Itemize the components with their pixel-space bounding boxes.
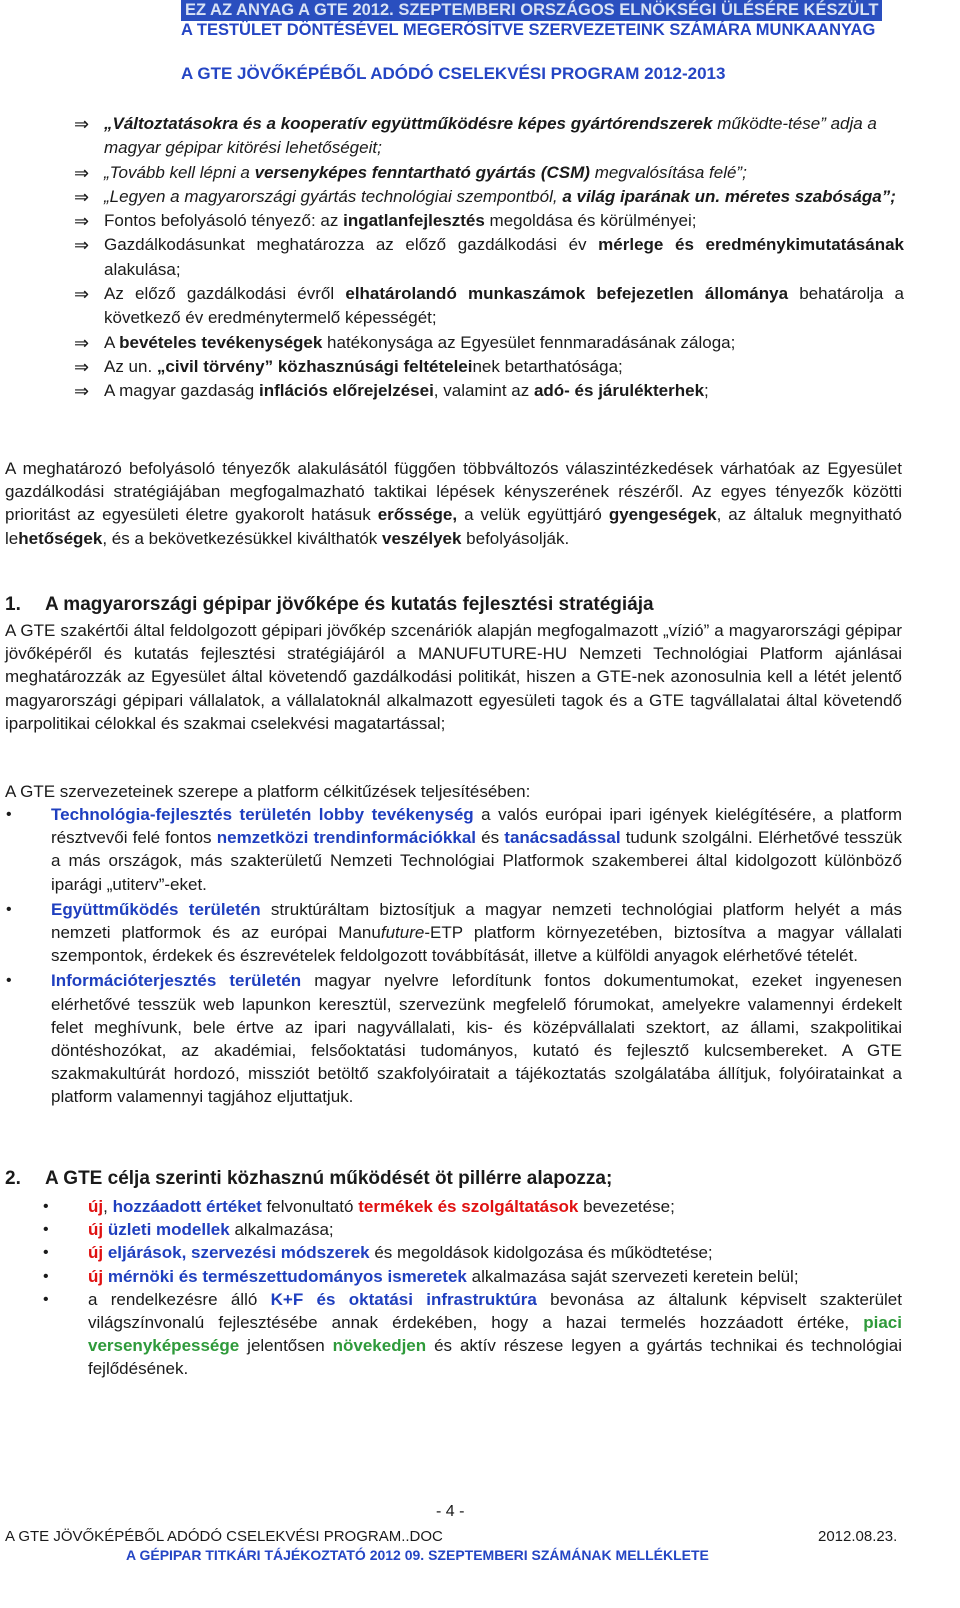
- bullet-icon: •: [6, 972, 12, 990]
- header-banner-line1: EZ AZ ANYAG A GTE 2012. SZEPTEMBERI ORSZÁGOS ELNÖKSÉGI ÜLÉSÉRE KÉSZÜLT: [181, 0, 882, 21]
- bullet-list-pillars: [5, 1195, 902, 1381]
- arrow-list: [74, 112, 904, 404]
- text-bold-green: növekedjen: [332, 1336, 427, 1356]
- section-1-intro: [5, 780, 902, 803]
- text: behatárolja a következő év eredménytermelő képességét;: [104, 284, 904, 328]
- text-italic: future: [380, 923, 425, 943]
- arrow-item: [74, 185, 904, 209]
- list-item: [5, 969, 902, 1108]
- arrow-item: [74, 112, 904, 161]
- implies-arrow-icon: ⇒: [74, 186, 90, 207]
- text-bold-blue: Technológia-fejlesztés területén lobby tevékenység: [51, 805, 474, 824]
- text: A magyar gazdaság: [104, 381, 259, 401]
- text: -ETP platform környezetében, biztosítva a magyar vállalati szempontok, érdekek és észrevételek feldolgozott továbbítását, illetve a külföldi anyagok elérhetővé tételét.: [51, 923, 902, 966]
- text-bold-green: piaci versenyképessége: [88, 1313, 902, 1356]
- text: a velük együttjáró: [457, 505, 609, 525]
- text-bold: veszélyek: [382, 528, 462, 548]
- text: jelentősen: [239, 1336, 333, 1356]
- text-bold: adó- és járulékterhek: [533, 381, 705, 401]
- text: megoldása és körülményei;: [484, 211, 697, 231]
- header-banner-line2: A TESTÜLET DÖNTÉSÉVEL MEGERŐSÍTVE SZERVEZETEINK SZÁMÁRA MUNKAANYAG: [181, 21, 876, 39]
- implies-arrow-icon: ⇒: [74, 284, 90, 305]
- list-item: [5, 1218, 902, 1241]
- page-title: A GTE JÖVŐKÉPÉBŐL ADÓDÓ CSELEKVÉSI PROGRAM 2012-2013: [181, 64, 726, 83]
- text: Gazdálkodásunkat meghatározza az előző gazdálkodási év: [104, 235, 599, 255]
- text: és aktív részese legyen a gyártás technikai és technológiai fejlődésének.: [88, 1336, 902, 1379]
- section-1-paragraph: [5, 619, 902, 735]
- text-italic: megvalósítása felé”;: [589, 162, 747, 182]
- text: A GTE szakértői által feldolgozott gépipari jövőkép szcenáriók alapján megfogalmazott „vízió” a magyarországi gépipar jövőképéről és kutatás fejlesztési stratégiájáról a MANUFUTURE-HU Nemzeti Technológiai Platform ajánlásai meghatározzák az Egyesület által követendő gazdálkodási politikát, hiszen a GTE-nek azonosulnia kell a létét jelentő magyarországi gépipari vállalatok, a vállalatoknál alkalmazott egyesületi tagok és a GTE tagvállalatai által követendő iparpolitikai célokkal és szakmai cselekvési magatartással;: [5, 621, 902, 733]
- text-bold-red: új: [88, 1220, 108, 1240]
- section-2-heading: [5, 1168, 612, 1190]
- text: bevonása az általunk képviselt szakterület világszínvonalú fejlesztésébe annak érdekében, hogy a hazai termelés hozzáadott értéke,: [88, 1289, 902, 1333]
- implies-arrow-icon: ⇒: [74, 162, 90, 183]
- text: tudunk szolgálni. Elérhetővé tesszük a más országok, más szakterületű Nemzeti Technológiai Platformok szakemberei által kidolgozott különböző iparági „utiterv”-eket.: [51, 828, 903, 894]
- list-item: [5, 1288, 902, 1381]
- text-bold: inflációs előrejelzései: [258, 381, 434, 401]
- footer-filename: A GTE JÖVŐKÉPÉBŐL ADÓDÓ CSELEKVÉSI PROGRAM..DOC: [5, 1528, 443, 1545]
- text-bold-blue: mérnöki és természettudományos ismeretek: [107, 1266, 467, 1286]
- bullet-icon: •: [6, 900, 12, 918]
- text: a rendelkezésre álló: [88, 1289, 271, 1309]
- section-title: A magyarországi gépipar jövőképe és kutatás fejlesztési stratégiája: [45, 594, 654, 615]
- text: és megoldások kidolgozása és működtetése;: [369, 1243, 713, 1263]
- list-item: [5, 1241, 902, 1264]
- bullet-icon: •: [43, 1198, 49, 1215]
- arrow-item: [74, 355, 904, 379]
- text-bold: a világ iparának un. méretes szabósága: [562, 186, 882, 206]
- text-bold: mérlege és eredménykimutatásának: [598, 235, 904, 255]
- bullet-icon: •: [43, 1290, 49, 1308]
- text: A GTE szervezeteinek szerepe a platform célkitűzések teljesítésében:: [5, 782, 531, 801]
- text: Fontos befolyásoló tényező: az: [104, 211, 344, 231]
- text: felvonultató: [261, 1197, 359, 1216]
- text: A meghatározó befolyásoló tényezők alakulásától függően többváltozós válaszintézkedések várhatóak az Egyesület gazdálkodási stratégiájában megfogalmazható taktikai lépések kényszerének részéről. Az egyes tényezők közötti prioritást az egyesületi életre gyakorolt hatásuk: [5, 459, 902, 525]
- text-bold: „Változtatásokra és a kooperatív együttműködésre képes gyártórendszerek: [104, 114, 713, 133]
- arrow-item: [74, 282, 904, 331]
- text-bold-blue: Információterjesztés területén: [51, 971, 302, 991]
- page-number: - 4 -: [436, 1503, 465, 1520]
- arrow-item: [74, 209, 904, 233]
- text: struktúráltam biztosítjuk a magyar nemzeti technológiai platform helyét a más nemzeti platformok és az európai Manu: [51, 899, 902, 943]
- section-1-heading: [5, 594, 654, 616]
- text-bold-blue: tanácsadással: [504, 828, 621, 848]
- text: alkalmazása;: [229, 1220, 334, 1240]
- section-title: A GTE célja szerinti közhasznú működését öt pillérre alapozza;: [45, 1168, 613, 1189]
- text-bold-red: termékek és szolgáltatások: [358, 1197, 579, 1216]
- implies-arrow-icon: ⇒: [74, 235, 90, 256]
- list-item: [5, 803, 902, 896]
- text-bold-red: új: [88, 1197, 104, 1216]
- text: a valós európai ipari igények kielégítésére, a platform résztvevői felé fontos: [51, 805, 902, 848]
- text: bevezetése;: [578, 1197, 675, 1216]
- text-bold-blue: nemzetközi trendinformációkkal: [216, 828, 477, 848]
- bullet-icon: •: [43, 1244, 49, 1262]
- text-italic: „Legyen a magyarországi gyártás technológiai szempontból,: [104, 186, 563, 206]
- text-bold: gyengeségek: [608, 505, 717, 525]
- text-bold-blue: K+F és oktatási infrastruktúra: [270, 1289, 537, 1309]
- text-bold: hetőségek: [18, 528, 103, 548]
- bullet-icon: •: [6, 806, 12, 823]
- text: ;: [704, 381, 709, 401]
- text-bold: bevételes tevékenységek: [119, 332, 323, 352]
- text: hatékonysága az Egyesület fennmaradásának záloga;: [322, 332, 736, 352]
- text: ,: [103, 1197, 113, 1216]
- text: Az un.: [104, 356, 157, 376]
- arrow-item: [74, 331, 904, 355]
- text-bold-blue: üzleti modellek: [107, 1220, 230, 1240]
- arrow-item: [74, 379, 904, 403]
- text: nek betarthatósága;: [472, 356, 623, 376]
- list-item: [5, 1265, 902, 1288]
- bullet-icon: •: [43, 1267, 49, 1285]
- text-bold-blue: hozzáadott értéket: [112, 1197, 262, 1216]
- text-bold: ingatlanfejlesztés: [343, 211, 485, 231]
- implies-arrow-icon: ⇒: [74, 332, 90, 353]
- footer-date: 2012.08.23.: [818, 1528, 898, 1545]
- text-bold-red: új: [88, 1266, 108, 1286]
- implies-arrow-icon: ⇒: [74, 381, 90, 402]
- text-bold: „civil törvény” közhasznúsági feltételei: [156, 356, 473, 376]
- text: , valamint az: [433, 381, 534, 401]
- text: Az előző gazdálkodási évről: [104, 284, 346, 304]
- text-italic: működte-tése” adja a magyar gépipar kitörési lehetőségeit;: [104, 114, 877, 158]
- text: befolyásolják.: [461, 528, 570, 548]
- text-bold: elhatárolandó munkaszámok befejezetlen állománya: [345, 284, 789, 304]
- text: alkalmazása saját szervezeti keretein belül;: [466, 1266, 799, 1286]
- text-bold: versenyképes fenntartható gyártás (CSM): [254, 162, 590, 182]
- text: magyar nyelvre lefordítunk fontos dokumentumokat, ezeket ingyenesen elérhetővé tesszük web lapunkon keresztül, szervezünk megfelelő fórumokat, amelyekre valamennyi érdekelt felet meghívunk, bele értve az ipari nagyvállalati, kis- és középvállalati szektort, az állami, szakpolitikai döntéshozókat, az akadémiai, felsőoktatási tudományos, kutató és fejlesztő kulcsembereket. A GTE szakmakultúrát hordozó, missziót betöltő szakfolyóiratait a tájékoztatás szolgálatába állítjuk, folyóiratainkat a platform valamennyi tagjához eljuttatjuk.: [51, 971, 902, 1107]
- arrow-item: [74, 161, 904, 185]
- text-bold: erőssége,: [377, 505, 458, 525]
- footer-note: A GÉPIPAR TITKÁRI TÁJÉKOZTATÓ 2012 09. SZEPTEMBERI SZÁMÁNAK MELLÉKLETE: [126, 1547, 709, 1563]
- list-item: [5, 1195, 902, 1218]
- implies-arrow-icon: ⇒: [74, 356, 90, 377]
- text-bold: ”;: [881, 186, 896, 206]
- paragraph-factors: [5, 457, 902, 550]
- text: és: [476, 828, 505, 848]
- text: alakulása;: [104, 259, 181, 279]
- implies-arrow-icon: ⇒: [74, 114, 90, 134]
- text: , és a bekövetkezésükkel kiválthatók: [102, 528, 383, 548]
- implies-arrow-icon: ⇒: [74, 211, 90, 232]
- text-italic: „Tovább kell lépni a: [104, 162, 255, 182]
- text-bold-blue: Együttműködés területén: [51, 899, 261, 919]
- bullet-list-roles: [5, 803, 902, 1111]
- text: A: [104, 332, 120, 352]
- section-number: 2.: [5, 1168, 21, 1189]
- arrow-item: [74, 233, 904, 282]
- text: , az általuk megnyitható le: [5, 505, 902, 548]
- bullet-icon: •: [43, 1221, 49, 1239]
- text-bold-red: új: [88, 1243, 108, 1263]
- list-item: [5, 898, 902, 968]
- section-number: 1.: [5, 594, 21, 615]
- text-bold-blue: eljárások, szervezési módszerek: [107, 1243, 370, 1263]
